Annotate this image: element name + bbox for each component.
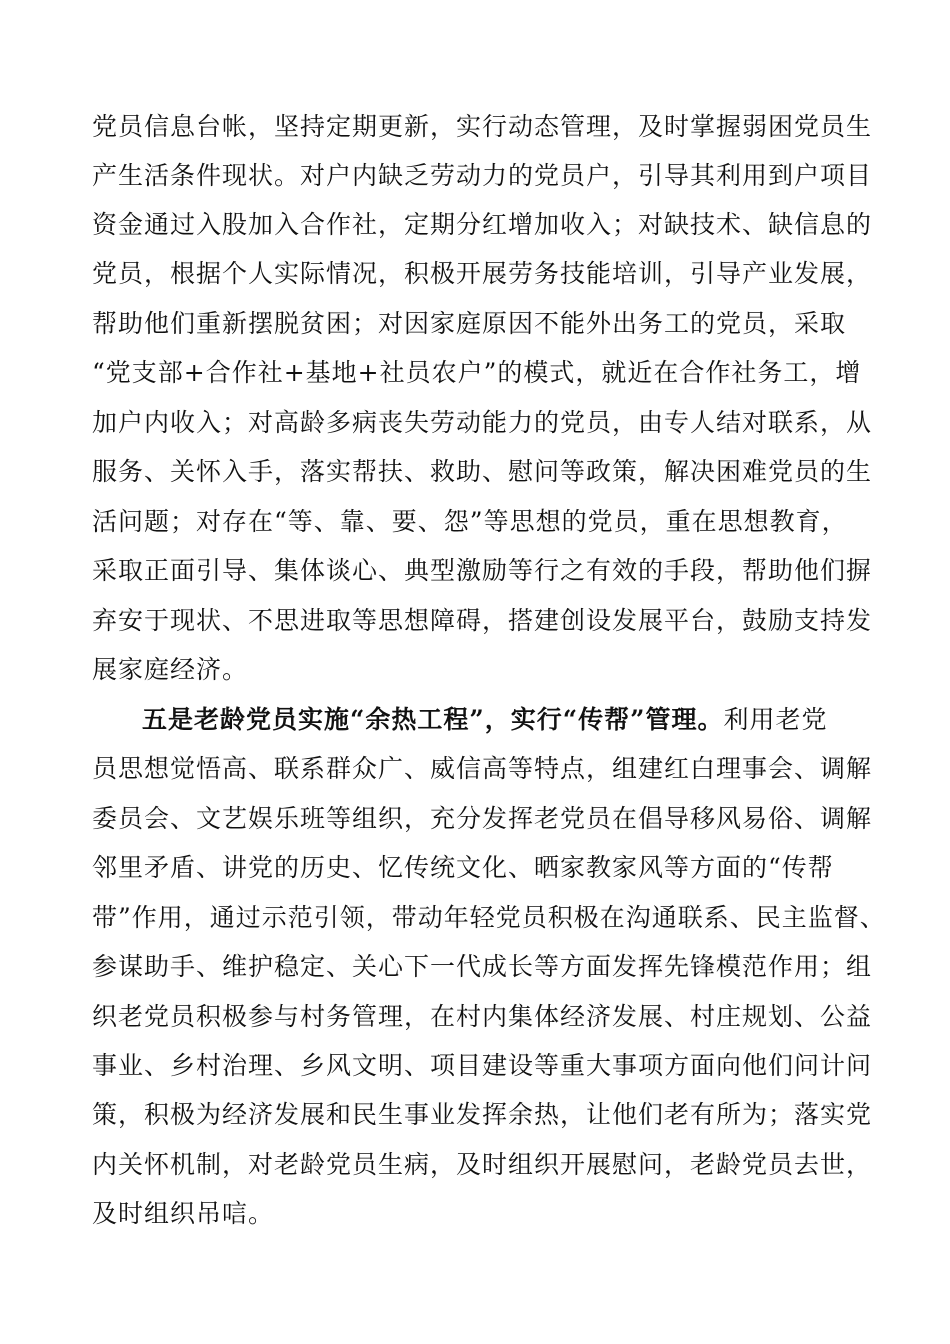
paragraph-1-line-1: 党员信息台帐，坚持定期更新，实行动态管理，及时掌握弱困党员生 — [92, 112, 873, 141]
paragraph-1-line-10: 采取正面引导、集体谈心、典型激励等行之有效的手段，帮助他们摒 — [92, 556, 873, 585]
paragraph-2-heading: 五是老龄党员实施“余热工程”，实行“传帮”管理。 — [142, 705, 724, 734]
paragraph-2-line-5: 带”作用，通过示范引领，带动年轻党员积极在沟通联系、民主监督、 — [92, 903, 886, 932]
paragraph-2-line-11: 及时组织吊唁。 — [92, 1199, 275, 1228]
paragraph-1-line-4: 党员，根据个人实际情况，积极开展劳务技能培训，引导产业发展， — [92, 259, 873, 288]
paragraph-1-line-11: 弃安于现状、不思进取等思想障碍，搭建创设发展平台，鼓励支持发 — [92, 606, 873, 635]
paragraph-1-line-6: “党支部+合作社+基地+社员农户”的模式，就近在合作社务工，增 — [92, 358, 862, 387]
paragraph-1-line-7: 加户内收入；对高龄多病丧失劳动能力的党员，由专人结对联系，从 — [92, 408, 873, 437]
paragraph-2-line-8: 事业、乡村治理、乡风文明、项目建设等重大事项方面向他们问计问 — [92, 1051, 873, 1080]
paragraph-1-line-9: 活问题；对存在“等、靠、要、怨”等思想的党员，重在思想教育， — [92, 507, 848, 536]
paragraph-1-line-5: 帮助他们重新摆脱贫困；对因家庭原因不能外出务工的党员，采取 — [92, 309, 847, 338]
paragraph-2-line-2: 员思想觉悟高、联系群众广、威信高等特点，组建红白理事会、调解 — [92, 754, 873, 783]
paragraph-2-line-1-rest: 利用老党 — [723, 705, 828, 734]
paragraph-2-line-4: 邻里矛盾、讲党的历史、忆传统文化、晒家教家风等方面的“传帮 — [92, 853, 834, 882]
paragraph-1-line-2: 产生活条件现状。对户内缺乏劳动力的党员户，引导其利用到户项目 — [92, 161, 873, 190]
paragraph-2-line-9: 策，积极为经济发展和民生事业发挥余热，让他们老有所为；落实党 — [92, 1100, 873, 1129]
paragraph-1-line-3: 资金通过入股加入合作社，定期分红增加收入；对缺技术、缺信息的 — [92, 210, 873, 239]
paragraph-2-line-3: 委员会、文艺娱乐班等组织，充分发挥老党员在倡导移风易俗、调解 — [92, 804, 873, 833]
paragraph-2-line-7: 织老党员积极参与村务管理，在村内集体经济发展、村庄规划、公益 — [92, 1002, 873, 1031]
paragraph-2-line-10: 内关怀机制，对老龄党员生病，及时组织开展慰问，老龄党员去世， — [92, 1150, 873, 1179]
paragraph-1-line-8: 服务、关怀入手，落实帮扶、救助、慰问等政策，解决困难党员的生 — [92, 457, 873, 486]
paragraph-2-line-1 — [142, 705, 828, 735]
paragraph-2-line-6: 参谋助手、维护稳定、关心下一代成长等方面发挥先锋模范作用；组 — [92, 952, 873, 981]
paragraph-1-line-12: 展家庭经济。 — [92, 655, 249, 684]
